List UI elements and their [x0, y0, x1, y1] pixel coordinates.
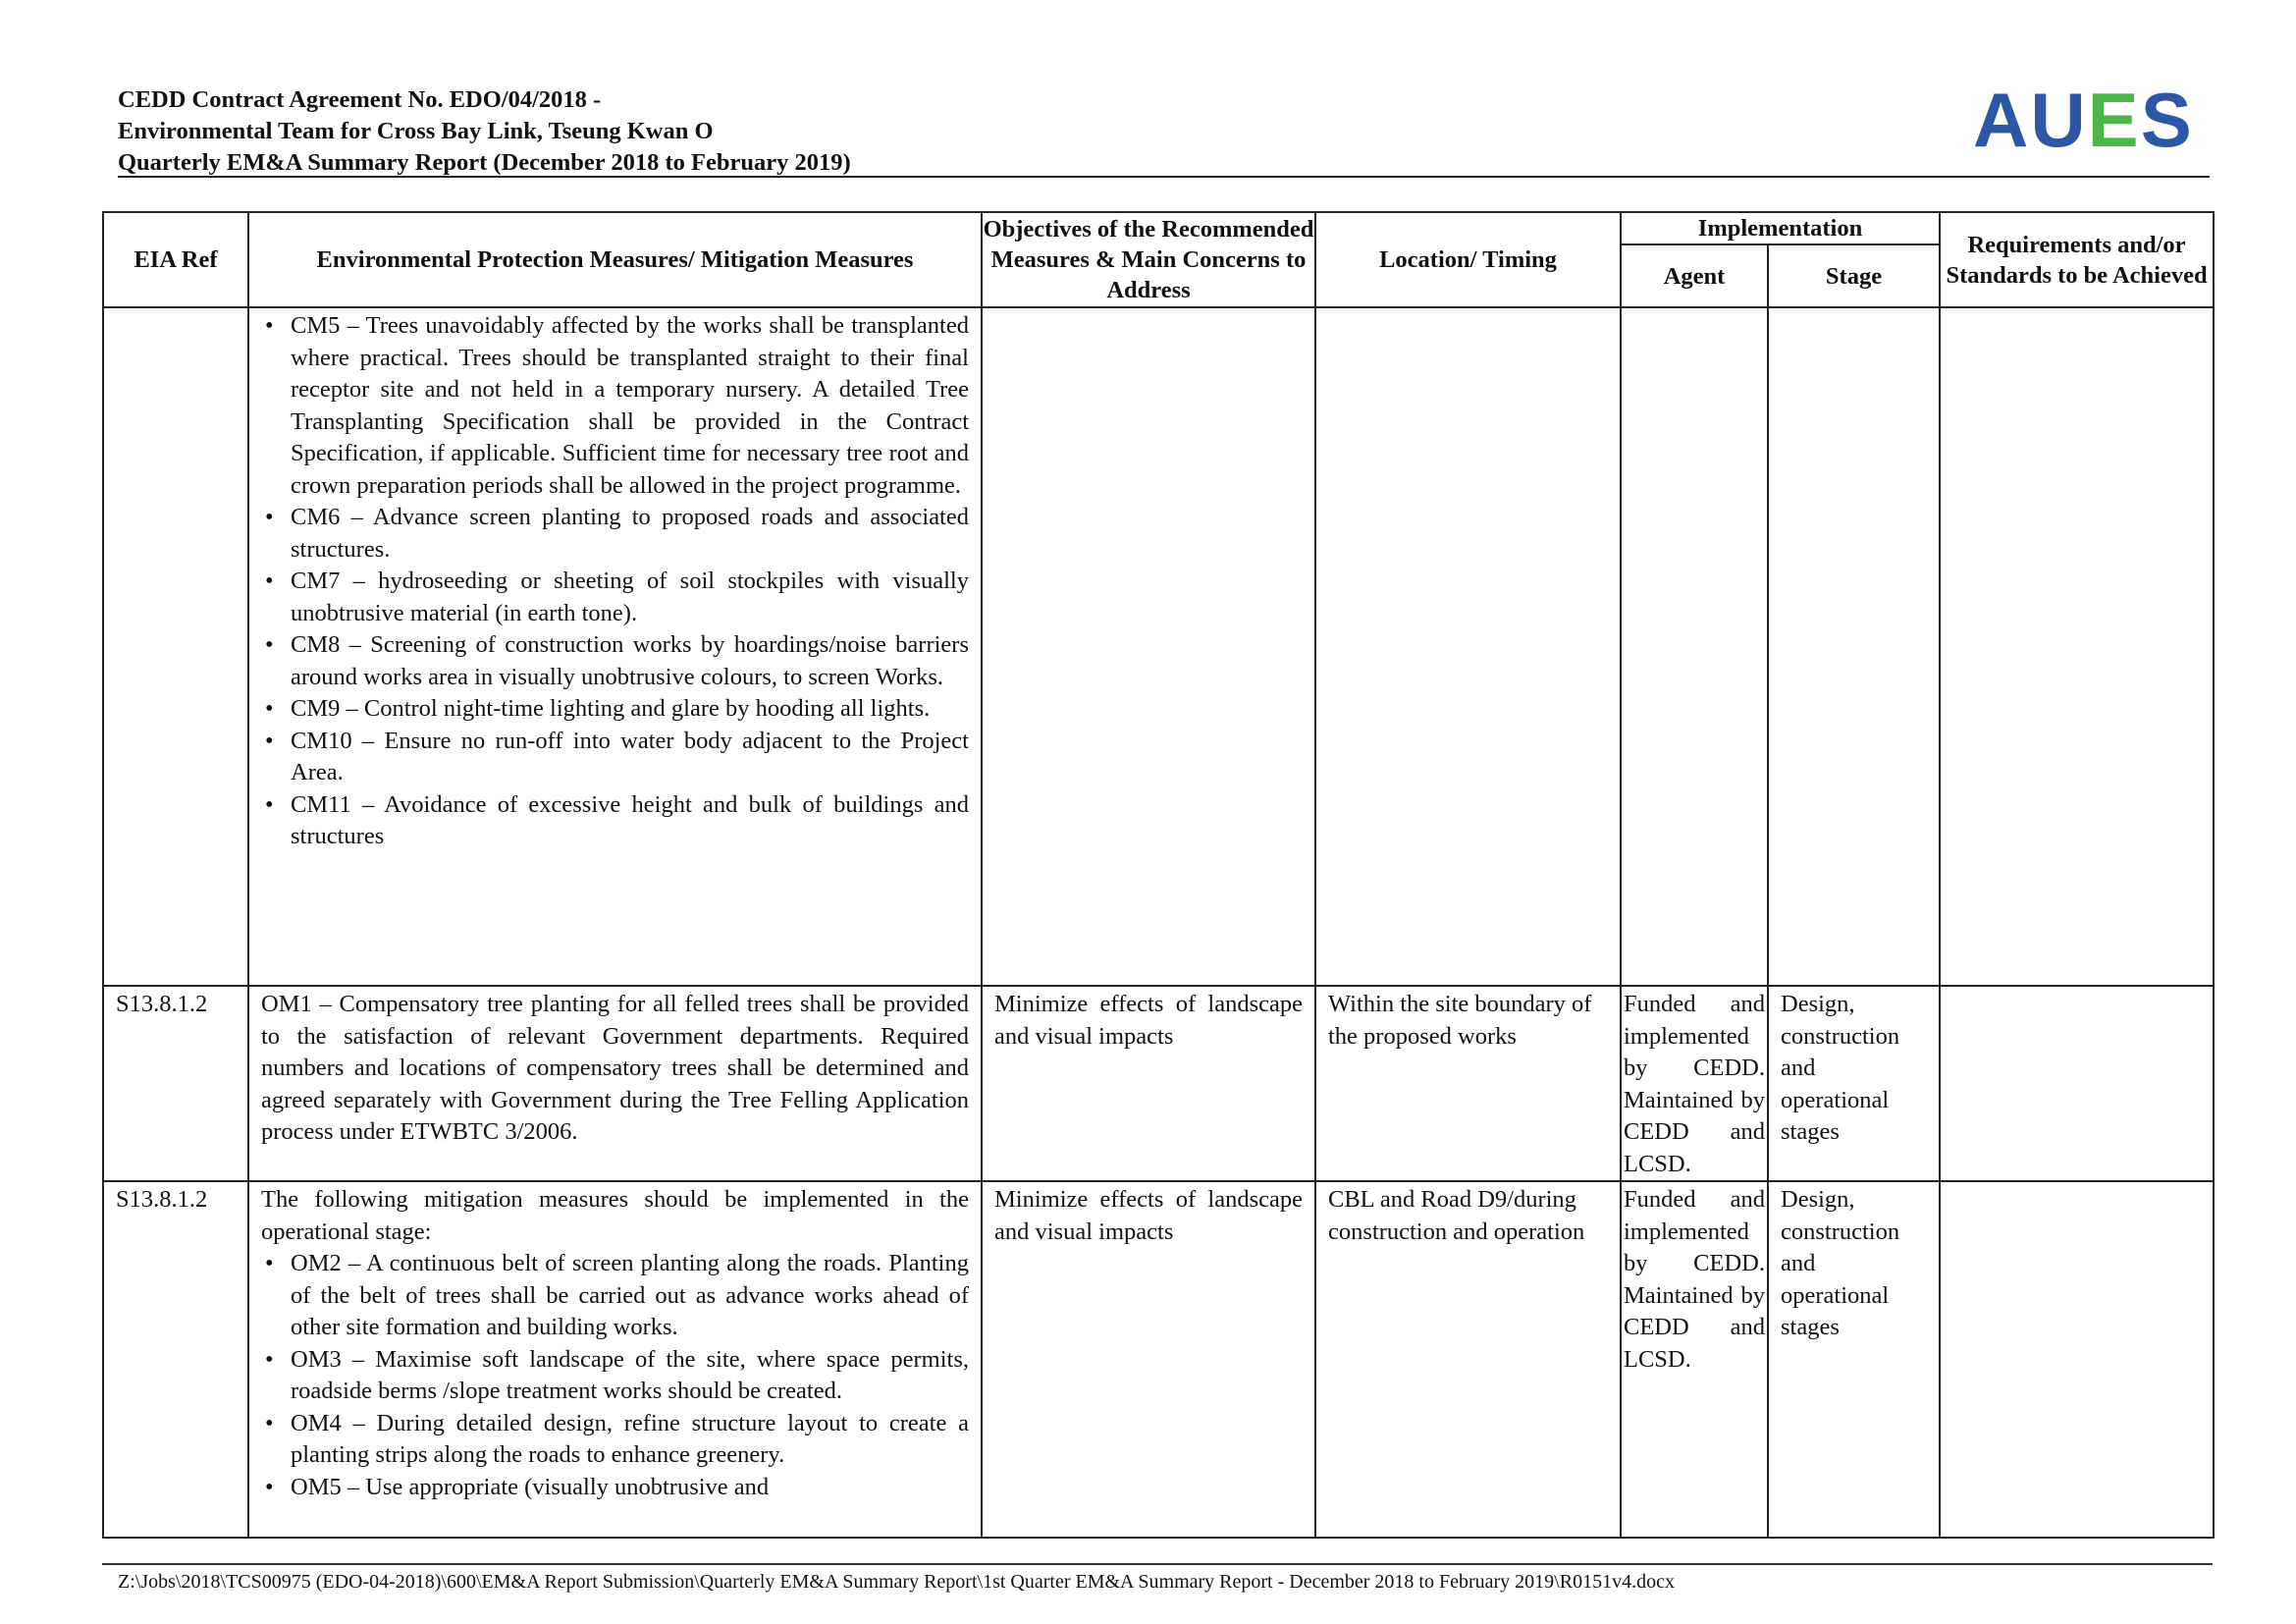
- header-contract-line: CEDD Contract Agreement No. EDO/04/2018 -: [118, 86, 602, 113]
- col-header-eia-ref: EIA Ref: [103, 212, 248, 307]
- agent-cell: Funded and implemented by CEDD. Maintained by CEDD and LCSD.: [1621, 1181, 1768, 1538]
- objectives-cell: Minimize effects of landscape and visual impacts: [982, 986, 1315, 1181]
- objectives-cell: [982, 307, 1315, 986]
- col-header-measures: Environmental Protection Measures/ Mitigation Measures: [248, 212, 982, 307]
- list-item: • CM6 – Advance screen planting to proposed roads and associated structures.: [291, 502, 969, 566]
- measures-cell: [248, 986, 982, 1181]
- table-row: [103, 1181, 2214, 1538]
- footer-file-path: Z:\Jobs\2018\TCS00975 (EDO-04-2018)\600\EM&A Report Submission\Quarterly EM&A Summary Report\1st Quarter EM&A Summary Report - December 2018 to February 2019\R0151v4.docx: [118, 1571, 1675, 1593]
- aues-logo: AUES: [1973, 77, 2194, 163]
- requirements-cell: [1940, 307, 2214, 986]
- requirements-cell: [1940, 986, 2214, 1181]
- list-item: • CM7 – hydroseeding or sheeting of soil stockpiles with visually unobtrusive material (in earth tone).: [291, 566, 969, 629]
- list-item: • OM3 – Maximise soft landscape of the site, where space permits, roadside berms /slope treatment works should be created.: [291, 1344, 969, 1408]
- location-cell: CBL and Road D9/during construction and operation: [1315, 1181, 1621, 1538]
- document-header: [118, 84, 1963, 179]
- agent-cell: Funded and implemented by CEDD. Maintained by CEDD and LCSD.: [1621, 986, 1768, 1181]
- requirements-cell: [1940, 1181, 2214, 1538]
- list-item: • CM9 – Control night-time lighting and glare by hooding all lights.: [291, 693, 969, 726]
- header-report-line: Quarterly EM&A Summary Report (December 2018 to February 2019): [118, 149, 851, 176]
- col-header-stage: Stage: [1768, 244, 1940, 307]
- header-divider: [118, 176, 2210, 178]
- mitigation-measures-table: [102, 211, 2215, 1539]
- stage-cell: [1768, 307, 1940, 986]
- table-row: [103, 307, 2214, 986]
- measures-text: OM1 – Compensatory tree planting for all felled trees shall be provided to the satisfaction of relevant Government departments. Required numbers and locations of compensatory trees shall be determined and agreed separately with Government during the Tree Felling Application process under ETWBTC 3/2006.: [261, 991, 969, 1145]
- eia-ref-cell: S13.8.1.2: [103, 986, 248, 1181]
- eia-ref-cell: [103, 307, 248, 986]
- measures-list: [261, 310, 969, 853]
- location-cell: [1315, 307, 1621, 986]
- col-header-implementation: Implementation: [1621, 212, 1940, 244]
- table-row: [103, 986, 2214, 1181]
- agent-cell: [1621, 307, 1768, 986]
- col-header-location: Location/ Timing: [1315, 212, 1621, 307]
- list-item: • OM5 – Use appropriate (visually unobtrusive and: [291, 1472, 969, 1504]
- list-item: • OM4 – During detailed design, refine structure layout to create a planting strips along the roads to enhance greenery.: [291, 1408, 969, 1472]
- col-header-requirements: Requirements and/or Standards to be Achieved: [1940, 212, 2214, 307]
- measures-intro: The following mitigation measures should be implemented in the operational stage:: [261, 1186, 969, 1245]
- eia-ref-cell: S13.8.1.2: [103, 1181, 248, 1538]
- list-item: • CM5 – Trees unavoidably affected by the works shall be transplanted where practical. Trees should be transplanted straight to their final receptor site and not held in a temporary nursery. A detailed Tree Transplanting Specification shall be provided in the Contract Specification, if applicable. Sufficient time for necessary tree root and crown preparation periods shall be allowed in the project programme.: [291, 310, 969, 502]
- list-item: • CM10 – Ensure no run-off into water body adjacent to the Project Area.: [291, 726, 969, 789]
- measures-cell: [248, 1181, 982, 1538]
- list-item: • OM2 – A continuous belt of screen planting along the roads. Planting of the belt of trees shall be carried out as advance works ahead of other site formation and building works.: [291, 1248, 969, 1344]
- col-header-agent: Agent: [1621, 244, 1768, 307]
- stage-cell: Design, construction and operational stages: [1768, 986, 1940, 1181]
- col-header-objectives: Objectives of the Recommended Measures & Main Concerns to Address: [982, 212, 1315, 307]
- location-cell: Within the site boundary of the proposed works: [1315, 986, 1621, 1181]
- list-item: • CM11 – Avoidance of excessive height and bulk of buildings and structures: [291, 789, 969, 853]
- objectives-cell: Minimize effects of landscape and visual impacts: [982, 1181, 1315, 1538]
- header-team-line: Environmental Team for Cross Bay Link, Tseung Kwan O: [118, 118, 714, 144]
- measures-cell: [248, 307, 982, 986]
- stage-cell: Design, construction and operational stages: [1768, 1181, 1940, 1538]
- footer-divider: [102, 1563, 2213, 1565]
- list-item: • CM8 – Screening of construction works by hoardings/noise barriers around works area in visually unobtrusive colours, to screen Works.: [291, 629, 969, 693]
- measures-list: [261, 1248, 969, 1503]
